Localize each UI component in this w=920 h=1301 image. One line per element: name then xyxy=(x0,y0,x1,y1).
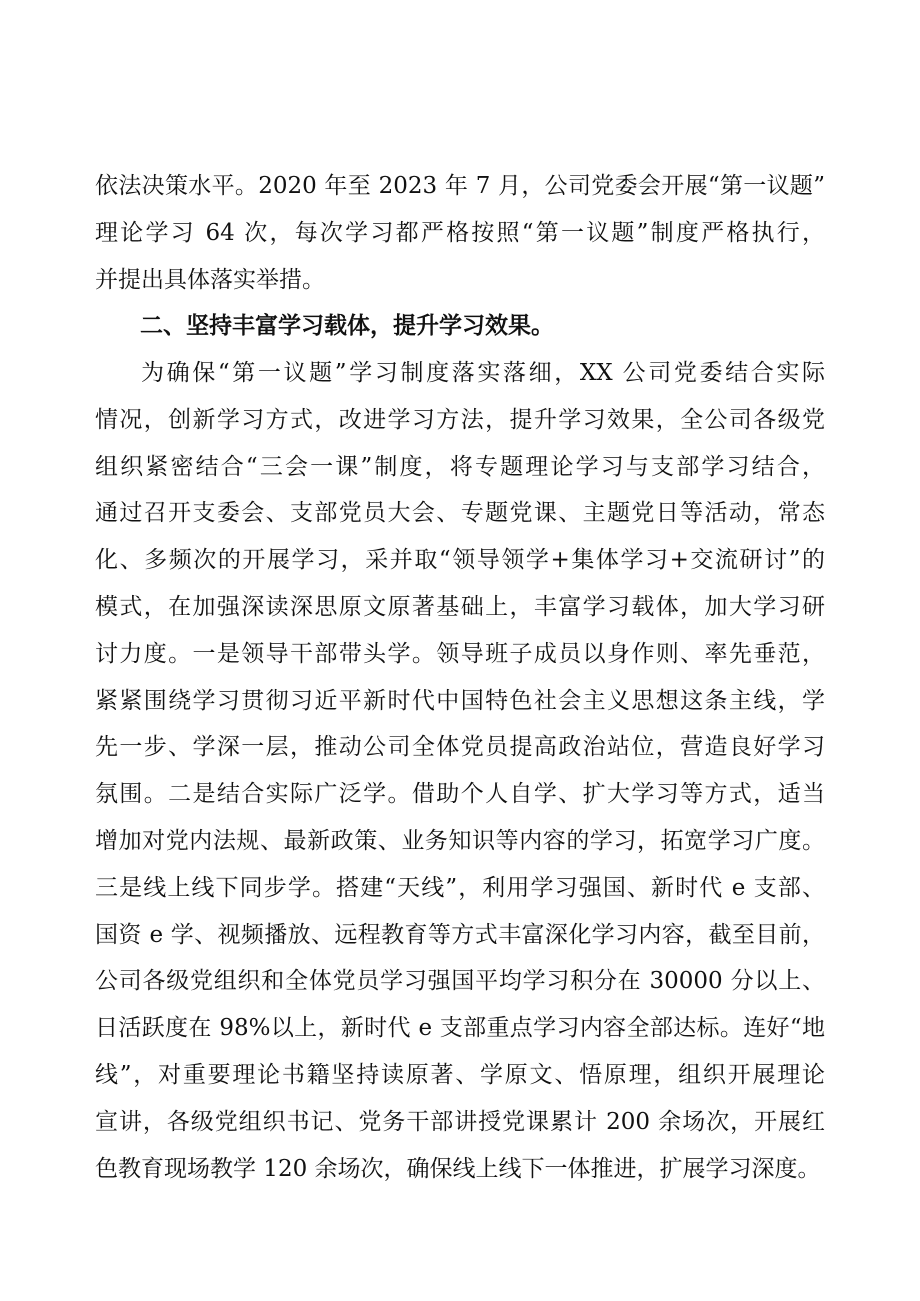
body-line-18: 色教育现场教学 120 余场次，确保线上线下一体推进，扩展学习深度。 xyxy=(95,1155,821,1182)
intro-line-1: 依法决策水平。2020 年至 2023 年 7 月，公司党委会开展“第一议题” xyxy=(95,173,825,199)
body-line-9: 先一步、学深一层，推动公司全体党员提高政治站位，营造良好学习 xyxy=(95,734,825,761)
body-line-8: 紧紧围绕学习贯彻习近平新时代中国特色社会主义思想这条主线，学 xyxy=(95,687,825,714)
body-line-2: 情况，创新学习方式，改进学习方法，提升学习效果，全公司各级党 xyxy=(95,406,825,433)
body-line-13: 国资 e 学、视频播放、远程教育等方式丰富深化学习内容，截至目前， xyxy=(95,921,825,948)
body-line-15: 日活跃度在 98%以上，新时代 e 支部重点学习内容全部达标。连好“地 xyxy=(95,1015,825,1042)
body-line-4: 通过召开支委会、支部党员大会、专题党课、主题党日等活动，常态 xyxy=(95,500,825,527)
body-line-12: 三是线上线下同步学。搭建“天线”，利用学习强国、新时代 e 支部、 xyxy=(95,874,825,901)
body-line-17: 宣讲，各级党组织书记、党务干部讲授党课累计 200 余场次，开展红 xyxy=(95,1108,825,1135)
intro-line-2: 理论学习 64 次，每次学习都严格按照“第一议题”制度严格执行， xyxy=(95,219,825,246)
body-line-3: 组织紧密结合“三会一课”制度，将专题理论学习与支部学习结合， xyxy=(95,453,825,480)
intro-paragraph xyxy=(95,163,825,303)
body-line-11: 增加对党内法规、最新政策、业务知识等内容的学习，拓宽学习广度。 xyxy=(95,827,825,854)
body-line-14: 公司各级党组织和全体党员学习强国平均学习积分在 30000 分以上、 xyxy=(95,968,825,995)
section-heading: 二、坚持丰富学习载体，提升学习效果。 xyxy=(140,313,554,339)
body-line-5: 化、多频次的开展学习，采并取“领导领学+集体学习+交流研讨”的 xyxy=(95,547,825,574)
body-line-6: 模式，在加强深读深思原文原著基础上，丰富学习载体，加大学习研 xyxy=(95,593,825,620)
body-paragraph xyxy=(95,350,825,1192)
body-line-7: 讨力度。一是领导干部带头学。领导班子成员以身作则、率先垂范， xyxy=(95,640,825,667)
body-line-16: 线”，对重要理论书籍坚持读原著、学原文、悟原理，组织开展理论 xyxy=(95,1061,825,1088)
body-line-1: 为确保“第一议题”学习制度落实落细，XX 公司党委结合实际 xyxy=(141,360,825,386)
body-line-10: 氛围。二是结合实际广泛学。借助个人自学、扩大学习等方式，适当 xyxy=(95,781,825,808)
intro-line-3: 并提出具体落实举措。 xyxy=(95,266,325,293)
